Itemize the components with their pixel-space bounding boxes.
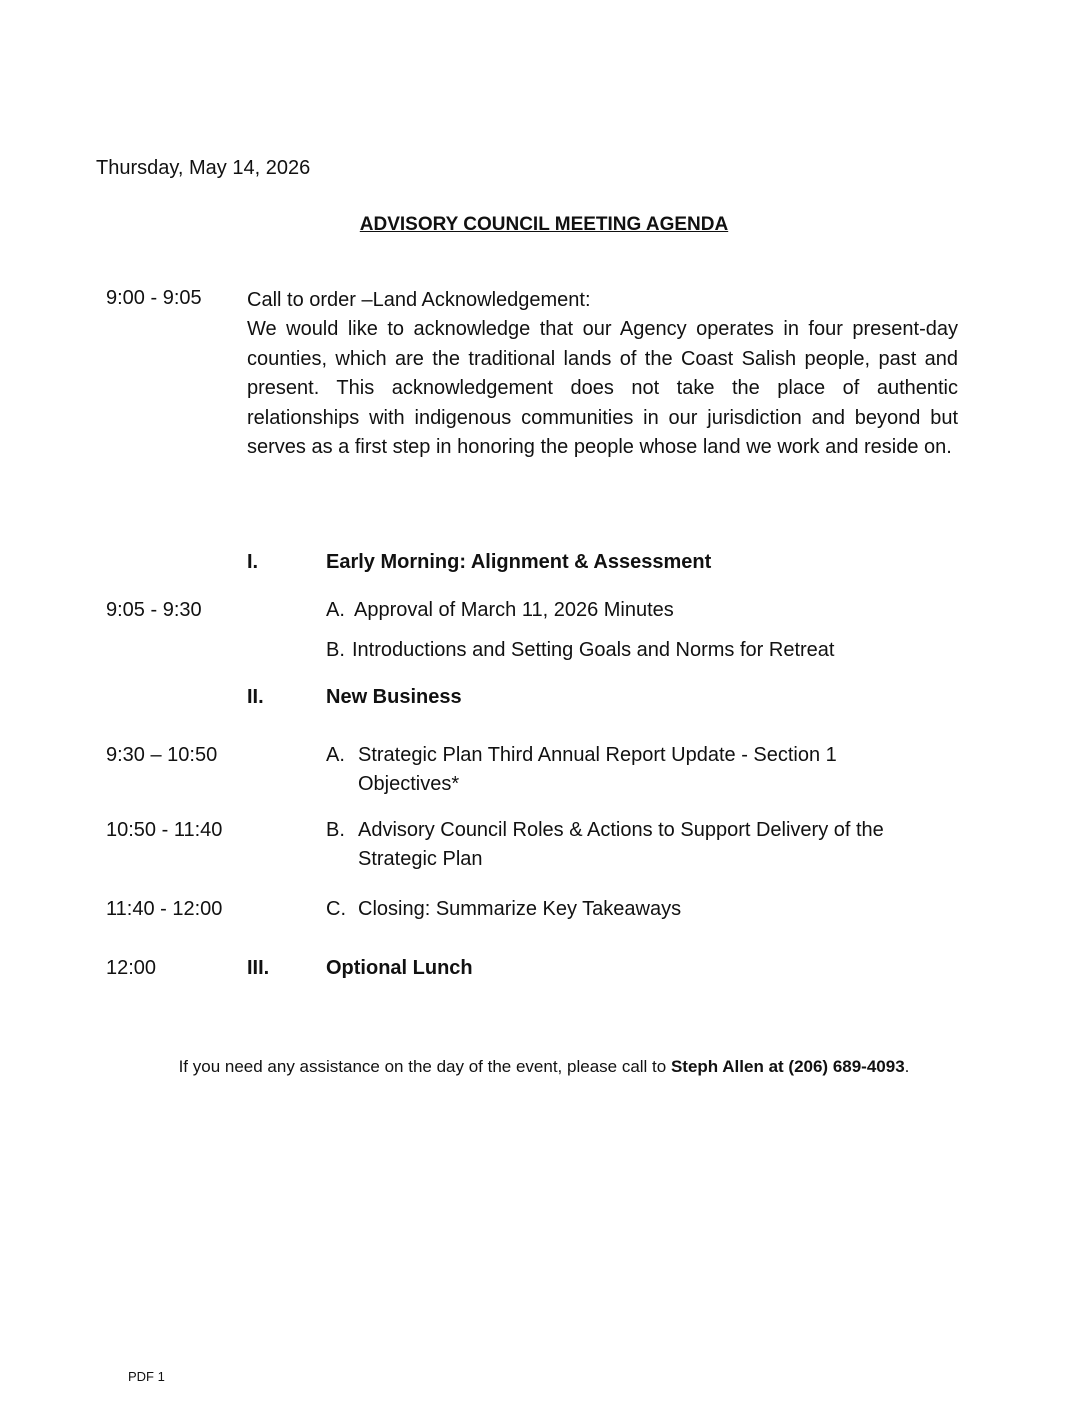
opening-heading: Call to order –Land Acknowledgement:	[247, 289, 591, 311]
item-text: Introductions and Setting Goals and Norms for Retreat	[352, 639, 835, 661]
item-time: 9:30 – 10:50	[106, 744, 218, 766]
opening-time: 9:00 - 9:05	[106, 287, 202, 309]
item-letter: A.	[326, 599, 345, 621]
land-acknowledgement	[247, 286, 958, 462]
assistance-end: .	[904, 1057, 910, 1076]
meeting-date: Thursday, May 14, 2026	[96, 157, 311, 179]
agenda-title: ADVISORY COUNCIL MEETING AGENDA	[359, 214, 729, 235]
item-letter: B.	[326, 639, 345, 661]
assistance-note	[0, 1056, 1088, 1078]
item-time: 10:50 - 11:40	[106, 819, 223, 841]
assistance-text: If you need any assistance on the day of the event, please call to	[178, 1057, 671, 1076]
section-numeral: I.	[247, 551, 259, 573]
item-letter: C.	[326, 898, 346, 920]
item-text: Closing: Summarize Key Takeaways	[358, 898, 682, 920]
section-heading: Optional Lunch	[326, 957, 473, 979]
contact-info: Steph Allen at (206) 689-4093	[670, 1057, 905, 1076]
section-heading: Early Morning: Alignment & Assessment	[326, 551, 712, 573]
page-label: PDF 1	[128, 1369, 165, 1384]
item-text-line: Strategic Plan	[358, 848, 483, 870]
section-numeral: III.	[247, 957, 270, 979]
section-numeral: II.	[247, 686, 264, 708]
item-letter: A.	[326, 744, 345, 766]
item-time: 12:00	[106, 957, 157, 979]
item-text-line: Strategic Plan Third Annual Report Update - Section 1	[358, 744, 837, 766]
item-time: 9:05 - 9:30	[106, 599, 202, 621]
item-letter: B.	[326, 819, 345, 841]
item-text: Approval of March 11, 2026 Minutes	[354, 599, 674, 621]
item-text-line: Advisory Council Roles & Actions to Support Delivery of the	[358, 819, 884, 841]
item-time: 11:40 - 12:00	[106, 898, 223, 920]
section-heading: New Business	[326, 686, 462, 708]
item-text-line: Objectives*	[358, 773, 460, 795]
land-acknowledgement-text: We would like to acknowledge that our Agency operates in four present-day counties, which are the traditional lands of the Coast Salish people, past and present. This acknowledgement does not take the place of authentic relationships with indigenous communities in our jurisdiction and beyond but serves as a first step in honoring the people whose land we work and reside on.	[247, 318, 958, 459]
